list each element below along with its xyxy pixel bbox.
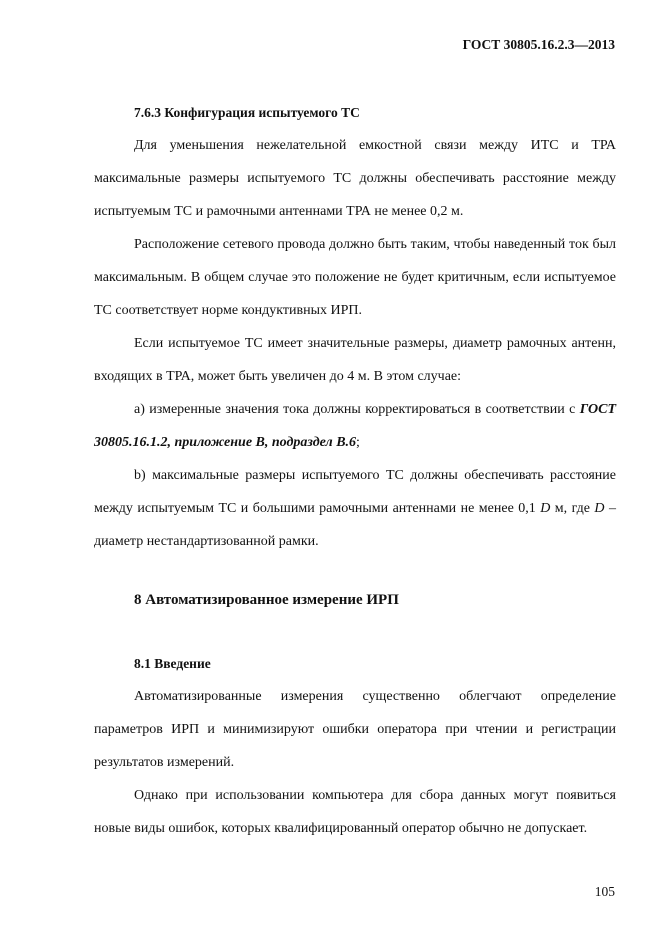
math-variable: D [540,501,551,516]
list-item-text: – диаметр нестандартизованной рамки. [94,501,616,549]
paragraph: Однако при использовании компьютера для сбора данных могут появиться новые виды ошибок, которых квалифицированный оператор обычно не допускает. [94,788,616,836]
paragraph: Автоматизированные измерения существенно облегчают определение параметров ИРП и минимизируют ошибки оператора при чтении и регистрации результатов измерений. [94,689,616,770]
spacer [94,558,616,584]
section-heading-7-6-3: 7.6.3 Конфигурация испытуемого ТС [134,105,360,120]
section-heading-8-1: 8.1 Введение [134,656,211,671]
list-item-text: м, где [550,501,595,516]
document-code-header: ГОСТ 30805.16.2.3—2013 [462,37,615,52]
spacer [94,617,616,647]
paragraph: Расположение сетевого провода должно быть таким, чтобы наведенный ток был максимальным. В общем случае это положение не будет критичным, если испытуемое ТС соответствует норме кондуктивных ИРП. [94,237,616,318]
math-variable: D [594,501,605,516]
list-item-a [94,393,616,459]
page-content [94,96,616,845]
list-item-text: а) измеренные значения тока должны корректироваться в соответствии с [134,402,580,417]
page-number: 105 [594,884,615,899]
list-item-b [94,459,616,558]
standard-reference: ГОСТ 30805.16.1.2, приложение В, подраздел В.6 [94,402,616,450]
list-item-text: b) максимальные размеры испытуемого ТС должны обеспечивать расстояние между испытуемым ТС и большими рамочными антеннами не менее 0,1 [94,468,616,516]
section-heading-8: 8 Автоматизированное измерение ИРП [134,592,399,608]
list-item-punct: ; [356,435,360,450]
paragraph: Для уменьшения нежелательной емкостной связи между ИТС и ТРА максимальные размеры испытуемого ТС должны обеспечивать расстояние между испытуемым ТС и рамочными антеннами ТРА не менее 0,2 м. [94,138,616,219]
paragraph: Если испытуемое ТС имеет значительные размеры, диаметр рамочных антенн, входящих в ТРА, может быть увеличен до 4 м. В этом случае: [94,336,616,384]
